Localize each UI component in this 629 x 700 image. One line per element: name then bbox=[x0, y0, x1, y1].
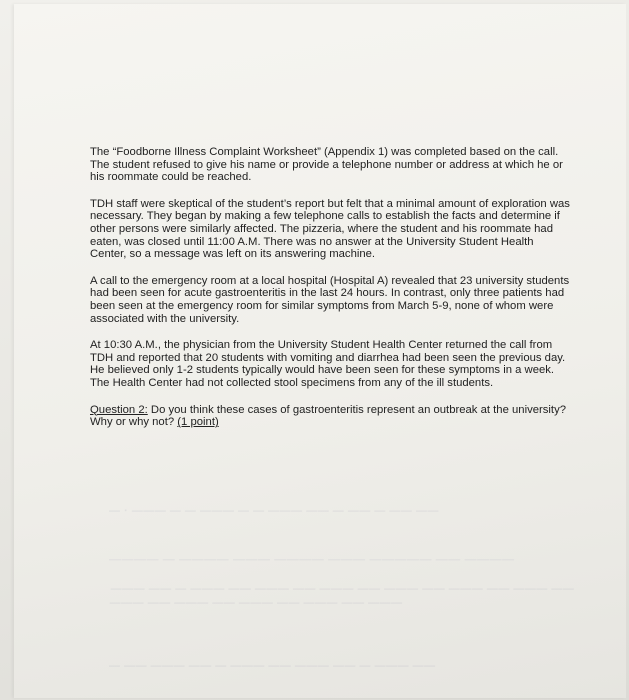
paragraph-health-center: At 10:30 A.M., the physician from the University Student Health Center returned the call from TDH and reported that 20 students with vomiting and diarrhea had been seen the previous day. He believed only 1-2 students typically would have been seen for these symptoms in a week. The Health Center had not collected stool specimens from any of the ill students. bbox=[90, 339, 566, 389]
show-through-text: ———— — ———— ——— ———— ——— ————— —— ———— bbox=[108, 552, 516, 566]
show-through-text: — · ——— — — ——— — — ——— —— — —— — —— —— bbox=[108, 505, 440, 517]
question-points: (1 point) bbox=[177, 416, 219, 429]
document-body bbox=[90, 146, 570, 429]
question-label: Question 2: bbox=[90, 403, 148, 416]
question-text: Do you think these cases of gastroenteritis represent an outbreak at the university? Why or why not? bbox=[90, 403, 566, 429]
question-2 bbox=[90, 404, 570, 429]
paragraph-tdh-staff: TDH staff were skeptical of the student’s report but felt that a minimal amount of exploration was necessary. They began by making a few telephone calls to establish the facts and determine if other persons were similarly affected. The pizzeria, where the student and his roommate had eaten, was closed until 11:00 A.M. There was no answer at the University Student Health Center, so a message was left on its answering machine. bbox=[90, 197, 570, 261]
show-through-text: — —— ——— —— — ——— —— ——— —— — ——— —— bbox=[108, 660, 437, 672]
paragraph-emergency-room: A call to the emergency room at a local hospital (Hospital A) revealed that 23 university students had been seen for acute gastroenteritis in the last 24 hours. In contrast, only three patients had been seen at the emergency room for similar symptoms from March 5-9, none of whom were associated with the university. bbox=[90, 274, 570, 325]
show-through-text: ——— —— — ——— —— ——— —— ——— —— ——— —— ——— —— ——— —— ——— —— ——— —— ——— —— ——— —— ——— bbox=[109, 583, 575, 609]
paragraph-complaint-worksheet: The “Foodborne Illness Complaint Worksheet” (Appendix 1) was completed based on the call. The student refused to give his name or provide a telephone number or address at which he or his roommate could be reached. bbox=[90, 146, 563, 184]
